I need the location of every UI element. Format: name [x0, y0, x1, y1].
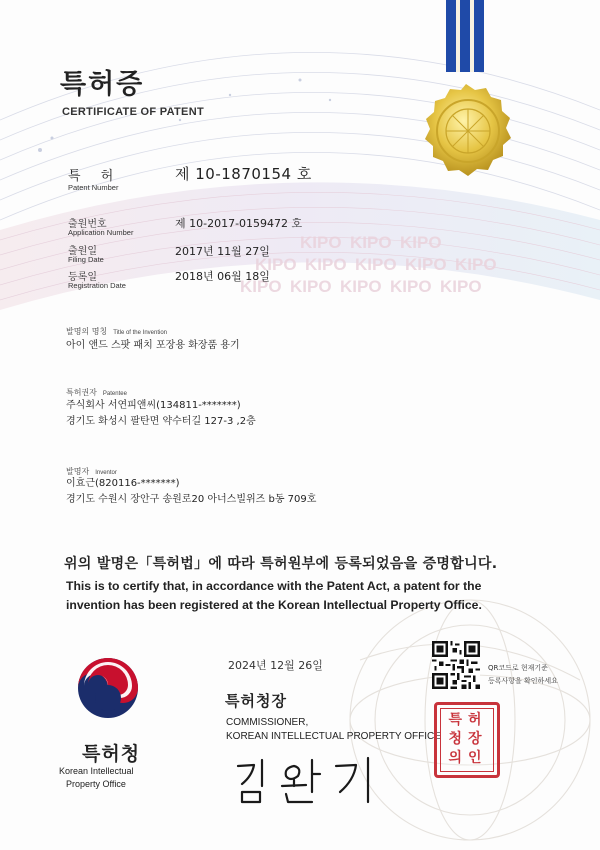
commissioner-title-en-line2: KOREAN INTELLECTUAL PROPERTY OFFICE — [226, 731, 441, 742]
svg-text:KIPO: KIPO — [355, 255, 397, 274]
svg-text:KIPO: KIPO — [240, 277, 282, 296]
certificate-title-en: CERTIFICATE OF PATENT — [62, 106, 204, 118]
filing-date-label-en: Filing Date — [68, 255, 104, 264]
issue-date: 2024년 12월 26일 — [228, 659, 323, 672]
certification-text-en-line2: invention has been registered at the Korean Intellectual Property Office. — [66, 598, 482, 612]
inventor-label: 발명자 — [66, 467, 90, 476]
patent-number-label-en: Patent Number — [68, 183, 119, 192]
patentee-label-en: Patentee — [102, 391, 127, 397]
office-name-en-line2: Property Office — [66, 779, 126, 789]
svg-text:KIPO: KIPO — [390, 277, 432, 296]
gold-seal-icon — [425, 84, 511, 176]
svg-text:KIPO: KIPO — [340, 277, 382, 296]
svg-text:KIPO: KIPO — [290, 277, 332, 296]
qr-caption-line2: 등록사항을 확인하세요 — [488, 677, 558, 685]
registration-date-label-en: Registration Date — [68, 281, 126, 290]
svg-text:KIPO: KIPO — [400, 233, 442, 252]
patentee-label: 특허권자 — [66, 388, 97, 397]
svg-text:KIPO: KIPO — [440, 277, 482, 296]
application-number-label-en: Application Number — [68, 228, 134, 237]
inventor-label-en: Inventor — [95, 470, 117, 476]
signature-icon — [232, 752, 382, 808]
application-number-value: 제 10-2017-0159472 호 — [175, 217, 303, 230]
filing-date-label: 출원일 — [68, 246, 97, 257]
official-stamp-icon — [434, 702, 500, 778]
svg-text:KIPO: KIPO — [300, 233, 342, 252]
inventor-name: 이효근(820116-*******) — [66, 478, 180, 489]
filing-date-value: 2017년 11월 27일 — [175, 245, 270, 258]
commissioner-title-en-line1: COMMISSIONER, — [226, 717, 309, 728]
svg-text:KIPO: KIPO — [350, 233, 392, 252]
svg-text:KIPO: KIPO — [305, 255, 347, 274]
ribbon-icon — [446, 0, 484, 72]
patentee-name: 주식회사 서연피앤씨(134811-*******) — [66, 400, 241, 411]
patent-number-value: 제 10-1870154 호 — [175, 165, 312, 183]
certification-text-en-line1: This is to certify that, in accordance with the Patent Act, a patent for the — [66, 579, 482, 593]
qr-caption-line1: QR코드로 현재기준 — [488, 664, 548, 672]
qr-code-icon[interactable] — [432, 641, 480, 689]
stamp-text: 특허청장의인 — [448, 712, 488, 766]
invention-label: 발명의 명칭 — [66, 327, 108, 336]
svg-text:KIPO: KIPO — [455, 255, 497, 274]
invention-label-en: Title of the Invention — [113, 330, 167, 336]
svg-text:KIPO: KIPO — [405, 255, 447, 274]
patent-number-label: 특 허 — [68, 169, 122, 184]
office-name-ko: 특허청 — [82, 743, 141, 765]
commissioner-title-ko: 특허청장 — [225, 692, 287, 710]
kipo-logo-icon — [74, 654, 142, 722]
inventor-address: 경기도 수원시 장안구 송원로20 아너스빌위즈 b동 709호 — [66, 494, 317, 505]
registration-date-label: 등록일 — [68, 272, 97, 283]
svg-text:KIPO: KIPO — [255, 255, 297, 274]
certificate-title: 특허증 — [60, 69, 145, 100]
application-number-label: 출원번호 — [68, 219, 107, 230]
patentee-address: 경기도 화성시 팔탄면 약수터길 127-3 ,2층 — [66, 416, 256, 427]
registration-date-value: 2018년 06월 18일 — [175, 270, 270, 283]
invention-title: 아이 앤드 스팟 패치 포장용 화장품 용기 — [66, 340, 240, 351]
certification-text-ko: 위의 발명은「특허법」에 따라 특허원부에 등록되었음을 증명합니다. — [64, 556, 498, 572]
office-name-en-line1: Korean Intellectual — [59, 766, 134, 776]
